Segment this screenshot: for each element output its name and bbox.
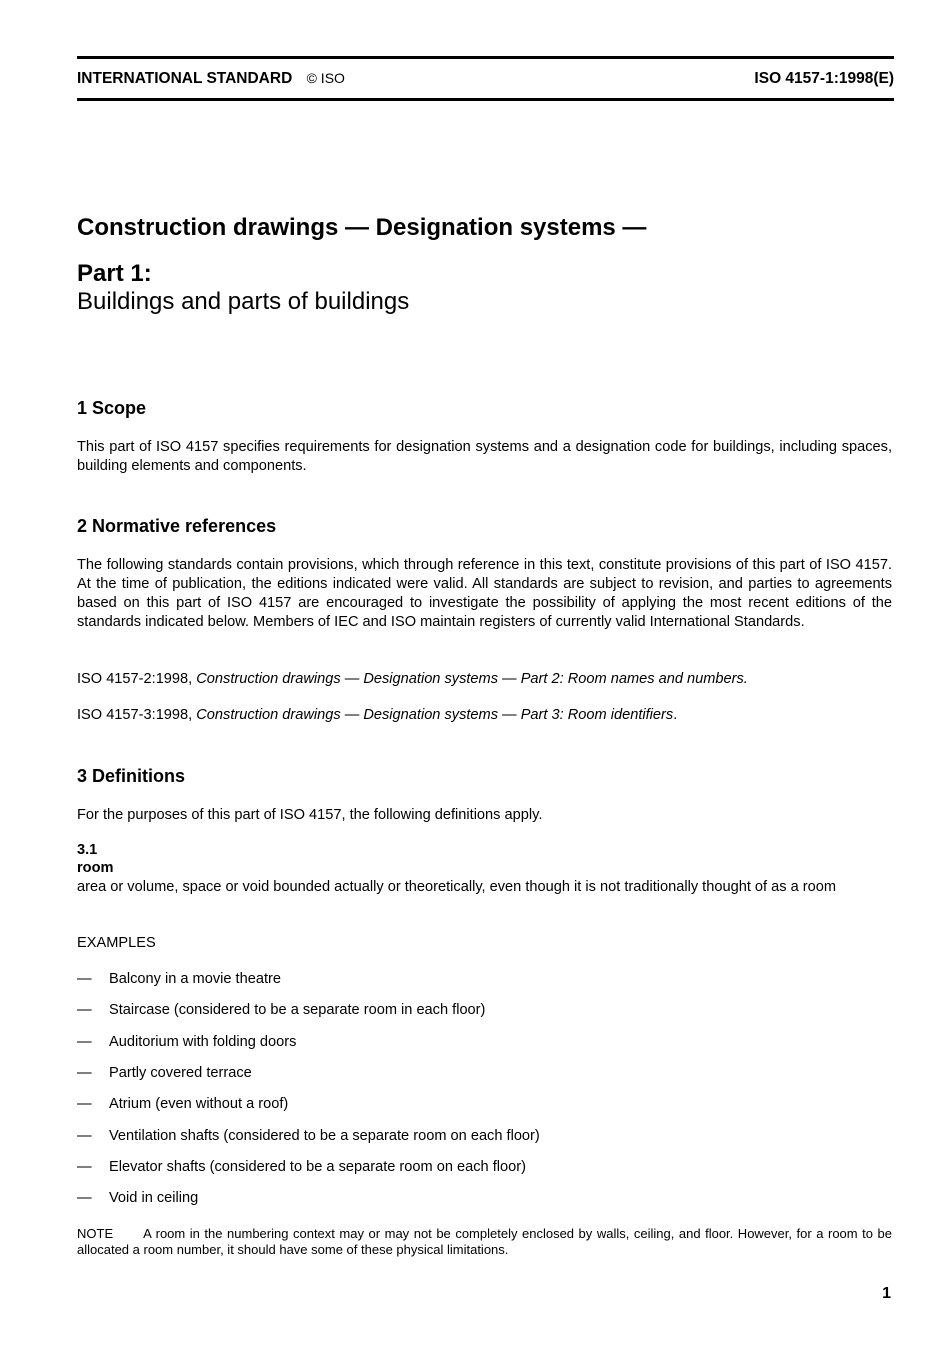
part-label: Part 1: (77, 260, 152, 287)
dash-bullet: — (77, 1002, 92, 1019)
example-text: Auditorium with folding doors (109, 1033, 297, 1050)
header-document-id: ISO 4157-1:1998(E) (754, 70, 894, 87)
reference-title: Construction drawings — Designation systems — Part 3: Room identifiers (196, 707, 674, 723)
example-text: Staircase (considered to be a separate room in each floor) (109, 1002, 486, 1019)
example-item (77, 1158, 892, 1177)
dash-bullet: — (77, 1127, 92, 1144)
header-standard-label: INTERNATIONAL STANDARD (77, 70, 293, 87)
example-text: Partly covered terrace (109, 1064, 252, 1081)
section-heading-scope: 1 Scope (77, 398, 147, 418)
example-item (77, 1064, 892, 1083)
definition-term: room (77, 860, 114, 876)
header-copyright: © ISO (306, 70, 345, 86)
reference-item (77, 670, 892, 689)
header-bottom-rule (77, 98, 894, 101)
example-text: Balcony in a movie theatre (109, 971, 281, 987)
reference-code: ISO 4157-3:1998, (77, 707, 197, 723)
dash-bullet: — (77, 971, 92, 987)
reference-end: . (673, 707, 678, 723)
examples-label: EXAMPLES (77, 935, 156, 951)
page-header (77, 70, 892, 88)
reference-title: Construction drawings — Designation systems — Part 2: Room names and numbers. (196, 671, 748, 687)
reference-item (77, 706, 892, 725)
example-item (77, 1095, 892, 1114)
definitions-intro: For the purposes of this part of ISO 4157, the following definitions apply. (77, 807, 543, 823)
dash-bullet: — (77, 1033, 92, 1050)
note (77, 1226, 892, 1258)
section-heading-normative: 2 Normative references (77, 516, 277, 536)
example-item (77, 1001, 892, 1020)
dash-bullet: — (77, 1158, 92, 1175)
example-text: Elevator shafts (considered to be a separate room on each floor) (109, 1158, 526, 1175)
definition-text: area or volume, space or void bounded actually or theoretically, even though it is not traditionally thought of as a room (77, 879, 837, 895)
header-top-rule (77, 56, 894, 59)
dash-bullet: — (77, 1064, 92, 1081)
example-item (77, 970, 892, 989)
example-item (77, 1189, 892, 1208)
reference-code: ISO 4157-2:1998, (77, 671, 197, 687)
note-label: NOTE (77, 1226, 114, 1241)
normative-text: The following standards contain provisions, which through reference in this text, constitute provisions of this part of ISO 4157. At the time of publication, the editions indicated were valid. All standards are subject to revision, and parties to agreements based on this part of ISO 4157 are encouraged to investigate the possibility of applying the most recent editions of the standards indicated below. Members of IEC and ISO maintain registers of currently valid International Standards. (77, 557, 892, 630)
note-text: A room in the numbering context may or may not be completely enclosed by walls, ceiling, and floor. However, for a room to be allocated a room number, it should have some of these physical limitations. (77, 1226, 892, 1257)
example-item (77, 1033, 892, 1052)
example-item (77, 1127, 892, 1146)
definition-number: 3.1 (77, 842, 98, 858)
dash-bullet: — (77, 1190, 92, 1207)
dash-bullet: — (77, 1096, 92, 1113)
scope-text: This part of ISO 4157 specifies requirements for designation systems and a designation code for buildings, including spaces, building elements and components. (77, 439, 892, 474)
example-text: Ventilation shafts (considered to be a separate room on each floor) (109, 1127, 540, 1144)
section-heading-definitions: 3 Definitions (77, 766, 186, 786)
example-text: Atrium (even without a roof) (109, 1096, 289, 1113)
document-title: Construction drawings — Designation systems — (77, 214, 647, 241)
document-subtitle: Buildings and parts of buildings (77, 288, 410, 315)
example-text: Void in ceiling (109, 1190, 199, 1207)
page-number: 1 (882, 1285, 891, 1302)
